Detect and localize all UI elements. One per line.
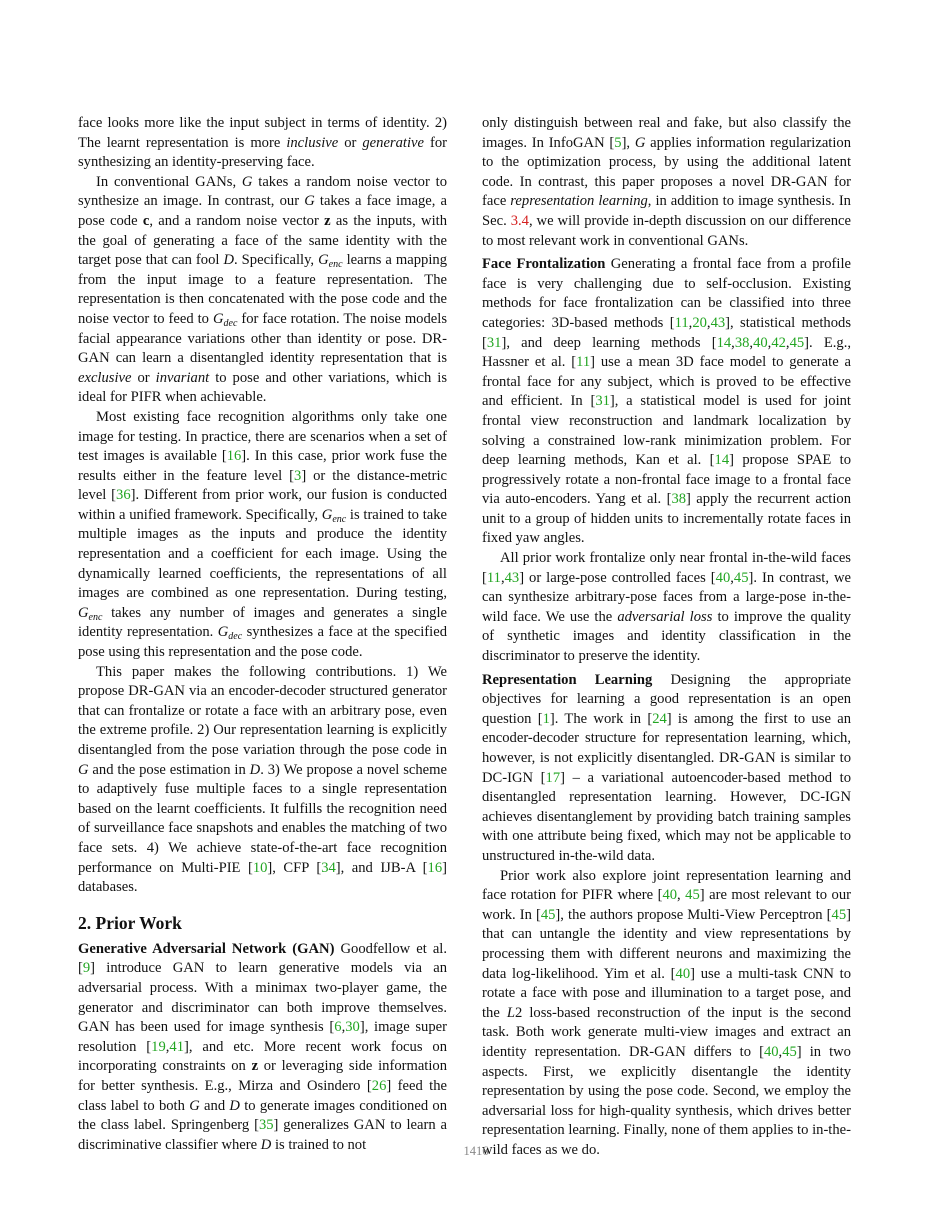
section-heading: 2. Prior Work: [78, 912, 182, 933]
citation-link[interactable]: 24: [652, 710, 667, 727]
citation-link[interactable]: 14: [714, 452, 730, 469]
citation-link[interactable]: 45: [685, 887, 700, 904]
citation-link[interactable]: 16: [427, 859, 443, 876]
citation-link[interactable]: 45: [831, 906, 847, 923]
citation-link[interactable]: 38: [734, 334, 750, 351]
paragraph: only distinguish between real and fake, but also classify the images. In InfoGAN [5], G applies information regularization to the optimization process, by using the additional latent code. In contrast, this paper proposes a novel DR-GAN for face representation learning, in addition to image synthesis. In Sec. 3.4, we will provide in-depth discussion on our difference to most relevant work in conventional GANs.: [482, 115, 851, 249]
citation-link[interactable]: 40: [662, 887, 678, 904]
paragraph: Most existing face recognition algorithms only take one image for testing. In practice, there are scenarios when a set of test images is available [16]. In this case, prior work fuse the results either in the feature level [3] or the distance-metric level [36]. Different from prior work, our fusion is conducted within a unified framework. Specifically, $G_{enc}$ is trained to take multiple images as the inputs and produce the identity representation and a coefficient for each image. Using the dynamically learned coefficients, the representations of all images are combined as one representation. During testing, $G_{enc}$ takes any number of images and generates a single identity representation. $G_{dec}$ synthesizes a face at the specified pose using this representation and the pose code.: [78, 408, 447, 661]
citation-link[interactable]: 3: [294, 467, 302, 484]
citation-link[interactable]: 10: [252, 859, 268, 876]
citation-link[interactable]: 5: [614, 134, 622, 151]
citation-link[interactable]: 1: [542, 710, 550, 727]
run-in-heading: Generative Adversarial Network (GAN): [78, 940, 335, 957]
citation-link[interactable]: 45: [782, 1043, 797, 1060]
paragraph: All prior work frontalize only near frontal in-the-wild faces [11,43] or large-pose controlled faces [40,45]. In contrast, we can synthesize arbitrary-pose faces from a large-pose in-the-wild face. We use the adversarial loss to improve the quality of synthetic images and identity classification in the discriminator to preserve the identity.: [482, 550, 851, 665]
citation-link[interactable]: 40: [715, 569, 731, 586]
paragraph: Representation Learning Designing the appropriate objectives for learning a good representation is an open question [1]. The work in [24] is among the first to use an encoder-decoder structure for representation learning, which, however, is not explicitly disentangled. DR-GAN is similar to DC-IGN [17] – a variational autoencoder-based method to disentangled representation learning. However, DC-IGN achieves disentanglement by providing batch training samples with one attribute being fixed, which may not be applicable to unstructured in-the-wild data.: [482, 671, 851, 864]
run-in-heading: Face Frontalization: [482, 256, 606, 273]
citation-link[interactable]: 11: [486, 569, 501, 586]
citation-link[interactable]: 43: [710, 314, 726, 331]
paragraph: This paper makes the following contributions. 1) We propose DR-GAN via an encoder-decoder structured generator that can frontalize or rotate a face with an arbitrary pose, even the extreme profile. 2) Our representation learning is explicitly disentangled from the pose variation through the pose code in G and the pose estimation in D. 3) We propose a novel scheme to adaptively fuse multiple faces to a single representation based on the learnt coefficients. It fulfills the recognition need of surveillance face snapshots and enables the matching of two face sets. 4) We achieve state-of-the-art face recognition performance on Multi-PIE [10], CFP [34], and IJB-A [16] databases.: [78, 663, 447, 896]
section-reference-link[interactable]: 3.4: [510, 212, 529, 229]
citation-link[interactable]: 26: [371, 1077, 387, 1094]
run-in-heading: Representation Learning: [482, 671, 653, 688]
citation-link[interactable]: 14: [716, 334, 732, 351]
paragraph: Generative Adversarial Network (GAN) Goodfellow et al. [9] introduce GAN to learn generative models via an adversarial process. With a minimax two-player game, the generator and discriminator can both improve themselves. GAN has been used for image synthesis [6,30], image super resolution [19,41], and etc. More recent work focus on incorporating constraints on z or leveraging side information for better synthesis. E.g., Mirza and Osindero [26] feed the class label to both G and D to generate images conditioned on the class label. Springenberg [35] generalizes GAN to learn a discriminative classifier where D is trained to not: [78, 940, 448, 1153]
citation-link[interactable]: 34: [321, 859, 336, 876]
citation-link[interactable]: 31: [595, 393, 610, 410]
citation-link[interactable]: 36: [116, 487, 131, 504]
citation-link[interactable]: 41: [169, 1038, 184, 1055]
citation-link[interactable]: 11: [576, 354, 591, 371]
paragraph: face looks more like the input subject in terms of identity. 2) The learnt representation is more inclusive or generative for synthesizing an identity-preserving face.: [78, 115, 447, 171]
citation-link[interactable]: 45: [733, 569, 749, 586]
citation-link[interactable]: 19: [151, 1038, 166, 1055]
paragraph: In conventional GANs, G takes a random noise vector to synthesize an image. In contrast, our G takes a face image, a pose code c, and a random noise vector z as the inputs, with the goal of generating a face of the same identity with the target pose that can fool D. Specifically, $G_{enc}$ learns a mapping from the input image to a feature representation. The representation is then concatenated with the pose code and the noise vector to feed to $G_{dec}$ for face rotation. The noise models facial appearance variations other than identity or pose. DR-GAN can learn a disentangled identity representation that is exclusive or invariant to pose and other variations, which is ideal for PIFR when achievable.: [78, 173, 448, 406]
paragraph: Prior work also explore joint representation learning and face rotation for PIFR where [40, 45] are most relevant to our work. In [45], the authors propose Multi-View Perceptron [45] that can untangle the identity and view representations by processing them with different neurons and maximizing the data log-likelihood. Yim et al. [40] use a multi-task CNN to rotate a face with pose and illumination to a target pose, and the L2 loss-based reconstruction of the input is the second task. Both work generate multi-view images and extract an identity representation. DR-GAN differs to [40,45] in two aspects. First, we explicitly disentangle the identity representation by using the pose code. Second, we employ the adversarial loss for high-quality synthesis, which drives better representation learning. Finally, none of them applies to in-the-wild faces as we do.: [482, 867, 852, 1158]
citation-link[interactable]: 9: [82, 960, 91, 977]
citation-link[interactable]: 35: [258, 1117, 274, 1134]
citation-link[interactable]: 20: [692, 314, 707, 331]
citation-link[interactable]: 40: [753, 334, 768, 351]
citation-link[interactable]: 40: [763, 1043, 779, 1060]
right-column: [482, 114, 851, 1160]
page-number: 1416: [463, 1144, 489, 1158]
citation-link[interactable]: 31: [486, 334, 502, 351]
citation-link[interactable]: 42: [771, 334, 786, 351]
citation-link[interactable]: 45: [789, 334, 805, 351]
citation-link[interactable]: 43: [504, 569, 520, 586]
citation-link[interactable]: 16: [226, 448, 242, 465]
citation-link[interactable]: 17: [545, 769, 561, 786]
citation-link[interactable]: 30: [345, 1019, 360, 1036]
citation-link[interactable]: 38: [671, 491, 687, 508]
citation-link[interactable]: 40: [675, 965, 691, 982]
paragraph: Face Frontalization Generating a frontal face from a profile face is very challenging due to self-occlusion. Existing methods for face frontalization can be classified into three categories: 3D-based methods [11,20,43], statistical methods [31], and deep learning methods [14,38,40,42,45]. E.g., Hassner et al. [11] use a mean 3D face model to generate a frontal face for any subject, which is proved to be effective and efficient. In [31], a statistical model is used for joint frontal view reconstruction and landmark localization by solving a constrained low-rank minimization problem. For deep learning methods, Kan et al. [14] propose SPAE to progressively rotate a non-frontal face image to a frontal face via auto-encoders. Yang et al. [38] apply the recurrent action unit to a group of hidden units to incrementally rotate faces in fixed yaw angles.: [482, 256, 851, 547]
left-column: [78, 114, 447, 1155]
citation-link[interactable]: 6: [334, 1019, 342, 1036]
citation-link[interactable]: 11: [674, 314, 689, 331]
citation-link[interactable]: 45: [540, 906, 556, 923]
